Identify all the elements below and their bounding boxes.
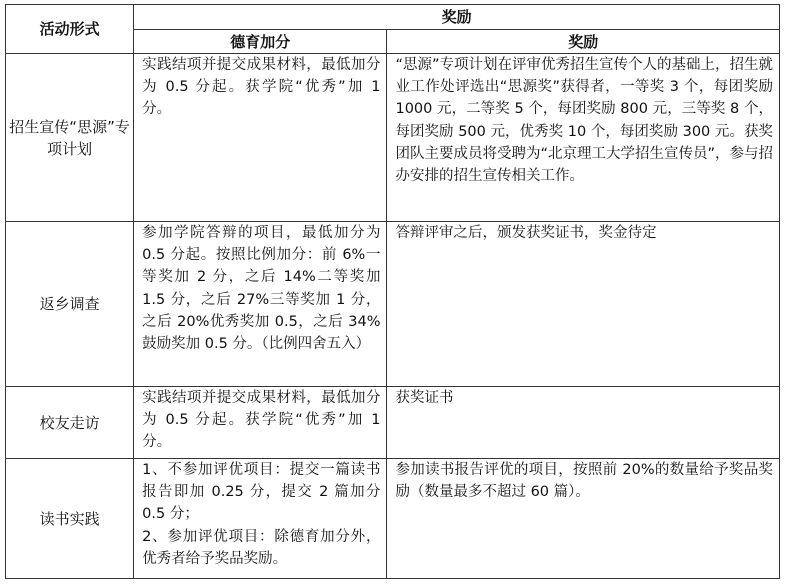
- moral-points-cell: 实践结项并提交成果材料，最低加分为 0.5 分起。获学院“优秀”加 1 分。: [134, 387, 387, 459]
- header-reward-group: 奖励: [134, 5, 780, 30]
- table-row: [6, 54, 780, 222]
- moral-points-cell: 参加学院答辩的项目，最低加分为 0.5 分起。按照比例加分：前 6%一等奖加 2 分，之后 14%二等奖加 1.5 分，之后 27%三等奖加 1 分，之后 20%优秀奖加 0.5，之后 34%鼓励奖加 0.5 分。（比例四舍五入）: [134, 222, 387, 387]
- table-row: [6, 387, 780, 459]
- table-row: [6, 222, 780, 387]
- header-reward: 奖励: [387, 30, 780, 54]
- activity-cell: 读书实践: [6, 459, 134, 579]
- reward-cell: 答辩评审之后，颁发获奖证书，奖金待定: [387, 222, 780, 387]
- moral-points-cell: [134, 459, 387, 579]
- reward-cell: 参加读书报告评优的项目，按照前 20%的数量给予奖品奖励（数量最多不超过 60 篇）。: [387, 459, 780, 579]
- moral-points-line: 2、参加评优项目：除德育加分外，优秀者给予奖品奖励。: [142, 528, 381, 567]
- table-row: [6, 459, 780, 579]
- reward-cell: “思源”专项计划在评审优秀招生宣传个人的基础上，招生就业工作处评选出“思源奖”获得者，一等奖 3 个，每团奖励 1000 元，二等奖 5 个，每团奖励 800 元，三等奖 8 个，每团奖励 500 元，优秀奖 10 个，每团奖励 300 元。获奖团队主要成员将受聘为“北京理工大学招生宣传员”，参与招办安排的招生宣传相关工作。: [387, 54, 780, 222]
- header-moral-points: 德育加分: [134, 30, 387, 54]
- activity-cell: 招生宣传“思源”专项计划: [6, 54, 134, 222]
- activity-cell: 返乡调查: [6, 222, 134, 387]
- header-activity-form: 活动形式: [6, 5, 134, 54]
- moral-points-line: 1、不参加评优项目：提交一篇读书报告即加 0.25 分，提交 2 篇加分 0.5 分；: [142, 462, 386, 523]
- reward-table: [5, 4, 780, 579]
- reward-cell: 获奖证书: [387, 387, 780, 459]
- activity-cell: 校友走访: [6, 387, 134, 459]
- moral-points-cell: 实践结项并提交成果材料，最低加分为 0.5 分起。获学院“优秀”加 1 分。: [134, 54, 387, 222]
